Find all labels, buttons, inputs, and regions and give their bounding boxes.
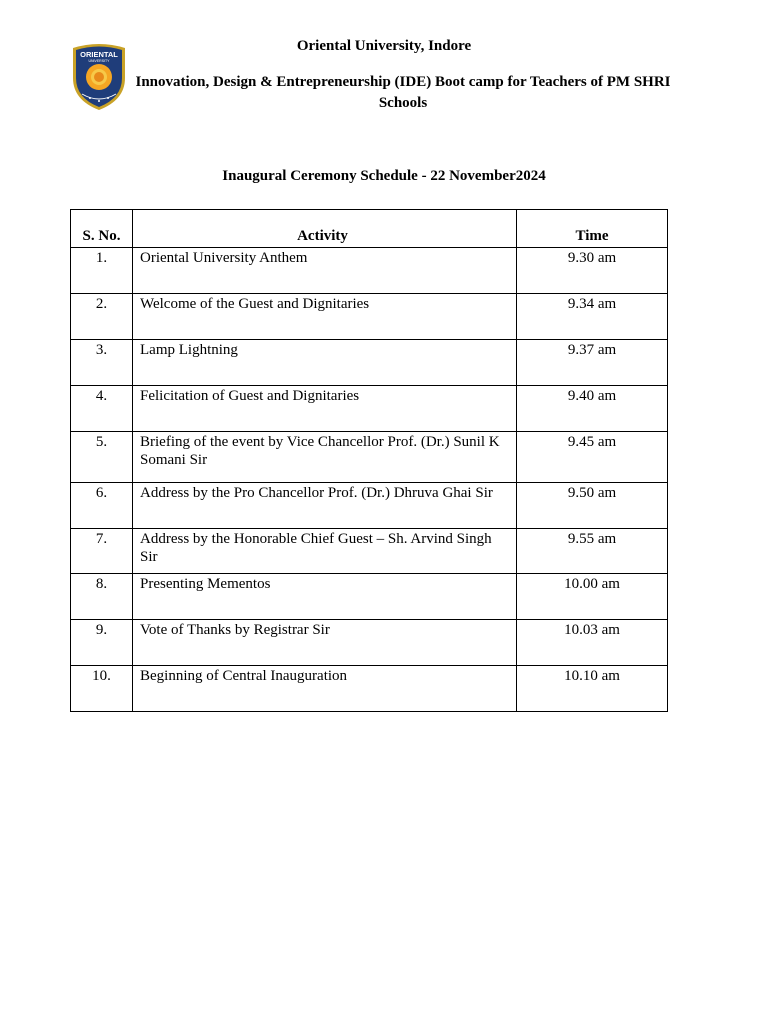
table-row — [71, 666, 668, 712]
row-activity: Felicitation of Guest and Dignitaries — [133, 386, 517, 432]
row-sno: 6. — [71, 483, 133, 529]
row-time: 10.00 am — [517, 574, 668, 620]
row-activity: Address by the Honorable Chief Guest – Sh. Arvind Singh Sir — [133, 529, 517, 574]
university-name: Oriental University, Indore — [296, 38, 472, 54]
row-sno: 4. — [71, 386, 133, 432]
schedule-title: Inaugural Ceremony Schedule - 22 November2024 — [222, 168, 546, 184]
row-sno: 1. — [71, 248, 133, 294]
table-row — [71, 483, 668, 529]
row-time: 9.37 am — [517, 340, 668, 386]
schedule-table — [70, 209, 668, 712]
row-activity: Beginning of Central Inauguration — [133, 666, 517, 712]
row-time: 9.45 am — [517, 432, 668, 483]
row-time: 10.03 am — [517, 620, 668, 666]
table-row — [71, 294, 668, 340]
table-row — [71, 340, 668, 386]
svg-text:ORIENTAL: ORIENTAL — [80, 50, 118, 59]
program-title: Innovation, Design & Entrepreneurship (IDE) Boot camp for Teachers of PM SHRI Schools — [135, 74, 671, 111]
row-activity: Briefing of the event by Vice Chancellor Prof. (Dr.) Sunil K Somani Sir — [133, 432, 517, 483]
svg-text:UNIVERSITY: UNIVERSITY — [88, 59, 110, 63]
row-time: 10.10 am — [517, 666, 668, 712]
table-header-row — [71, 210, 668, 248]
table-row — [71, 620, 668, 666]
row-sno: 10. — [71, 666, 133, 712]
row-activity: Address by the Pro Chancellor Prof. (Dr.) Dhruva Ghai Sir — [133, 483, 517, 529]
row-sno: 7. — [71, 529, 133, 574]
row-sno: 8. — [71, 574, 133, 620]
table-row — [71, 248, 668, 294]
row-sno: 9. — [71, 620, 133, 666]
column-header-activity: Activity — [133, 210, 517, 248]
table-row — [71, 529, 668, 574]
row-time: 9.55 am — [517, 529, 668, 574]
row-time: 9.50 am — [517, 483, 668, 529]
row-time: 9.34 am — [517, 294, 668, 340]
row-sno: 5. — [71, 432, 133, 483]
row-activity: Oriental University Anthem — [133, 248, 517, 294]
table-row — [71, 386, 668, 432]
row-activity: Lamp Lightning — [133, 340, 517, 386]
row-sno: 2. — [71, 294, 133, 340]
column-header-sno: S. No. — [71, 210, 133, 248]
row-activity: Vote of Thanks by Registrar Sir — [133, 620, 517, 666]
table-row — [71, 574, 668, 620]
table-row — [71, 432, 668, 483]
row-time: 9.40 am — [517, 386, 668, 432]
column-header-time: Time — [517, 210, 668, 248]
row-sno: 3. — [71, 340, 133, 386]
row-time: 9.30 am — [517, 248, 668, 294]
row-activity: Presenting Mementos — [133, 574, 517, 620]
row-activity: Welcome of the Guest and Dignitaries — [133, 294, 517, 340]
